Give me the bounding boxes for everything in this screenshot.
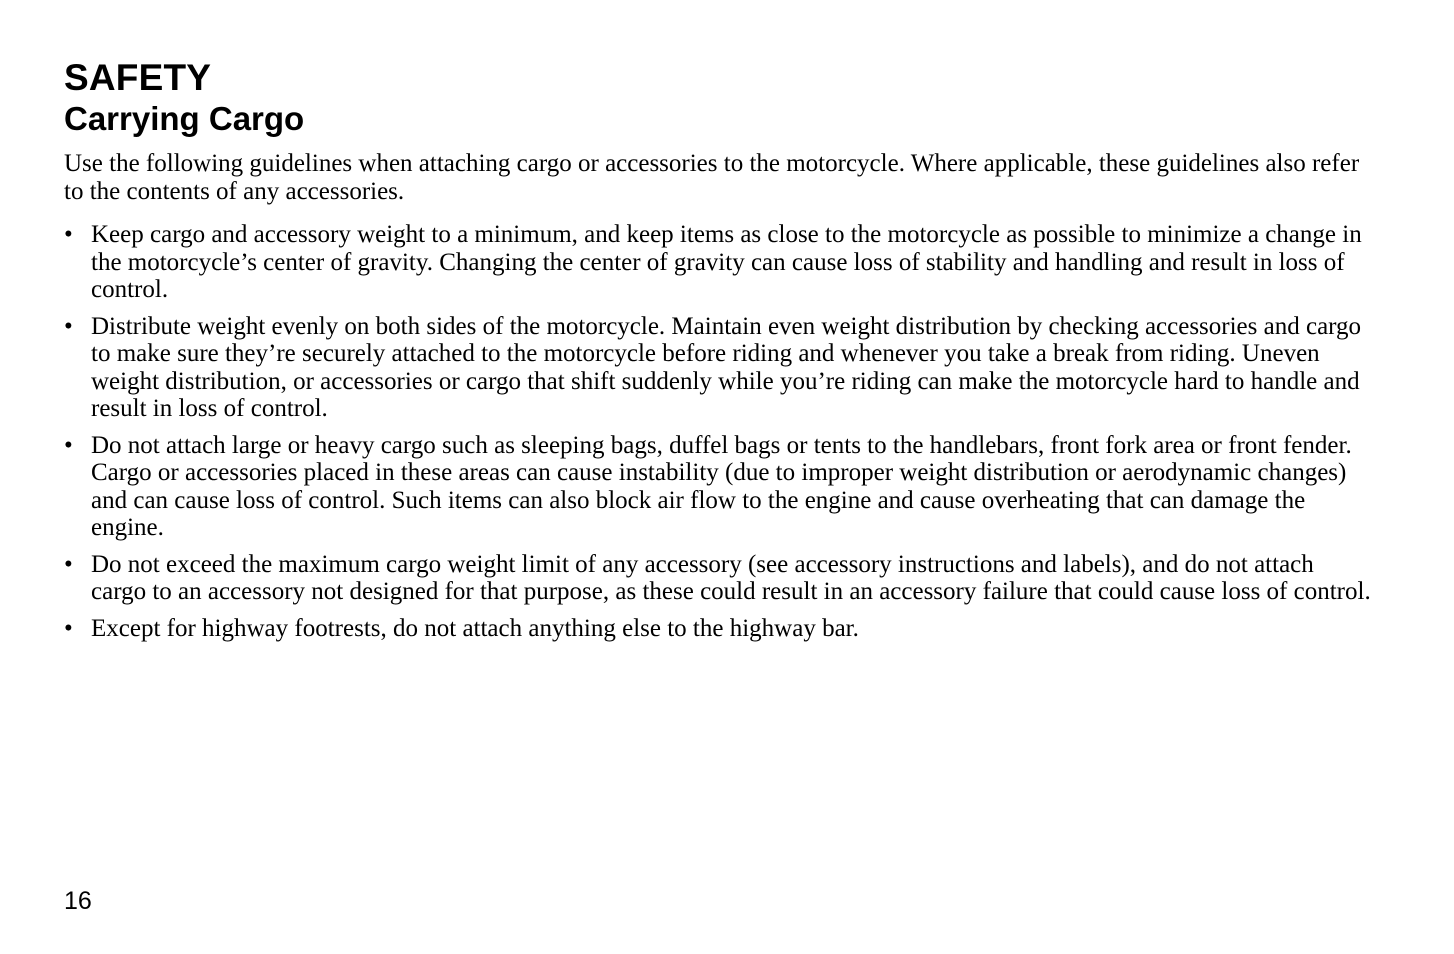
bullet-icon: • — [64, 550, 73, 578]
list-item — [64, 551, 1374, 606]
list-item-text: Distribute weight evenly on both sides of the motorcycle. Maintain even weight distribution by checking accessories and cargo to make sure they’re securely attached to the motorcycle before riding and whenever you take a break from riding. Uneven weight distribution, or accessories or cargo that shift suddenly while you’re riding can make the motorcycle hard to handle and result in loss of control. — [91, 312, 1362, 422]
subsection-title: Carrying Cargo — [64, 100, 305, 137]
list-item — [64, 615, 1374, 643]
guidelines-list — [64, 221, 1374, 642]
list-item — [64, 432, 1374, 542]
list-item-text: Keep cargo and accessory weight to a minimum, and keep items as close to the motorcycle as possible to minimize a change in the motorcycle’s center of gravity. Changing the center of gravity can cause loss of stability and handling and result in loss of control. — [91, 221, 1362, 303]
list-item — [64, 313, 1374, 423]
bullet-icon: • — [64, 312, 73, 340]
section-title: SAFETY — [64, 57, 212, 98]
list-item-text: Do not exceed the maximum cargo weight limit of any accessory (see accessory instructions and labels), and do not attach cargo to an accessory not designed for that purpose, as these could result in an accessory failure that could cause loss of control. — [91, 550, 1371, 605]
bullet-icon: • — [64, 221, 73, 248]
list-item-text: Do not attach large or heavy cargo such as sleeping bags, duffel bags or tents to the handlebars, front fork area or front fender. Cargo or accessories placed in these areas can cause instability (due to improper weight distribution or aerodynamic changes) and can cause loss of control. Such items can also block air flow to the engine and cause overheating that can damage the engine. — [91, 431, 1352, 541]
bullet-icon: • — [64, 614, 73, 642]
page-number: 16 — [64, 887, 92, 915]
bullet-icon: • — [64, 431, 73, 459]
list-item — [64, 221, 1374, 304]
document-page — [64, 58, 1374, 651]
list-item-text: Except for highway footrests, do not attach anything else to the highway bar. — [91, 614, 859, 642]
intro-paragraph: Use the following guidelines when attaching cargo or accessories to the motorcycle. Where applicable, these guidelines also refer to the contents of any accessories. — [64, 150, 1360, 205]
